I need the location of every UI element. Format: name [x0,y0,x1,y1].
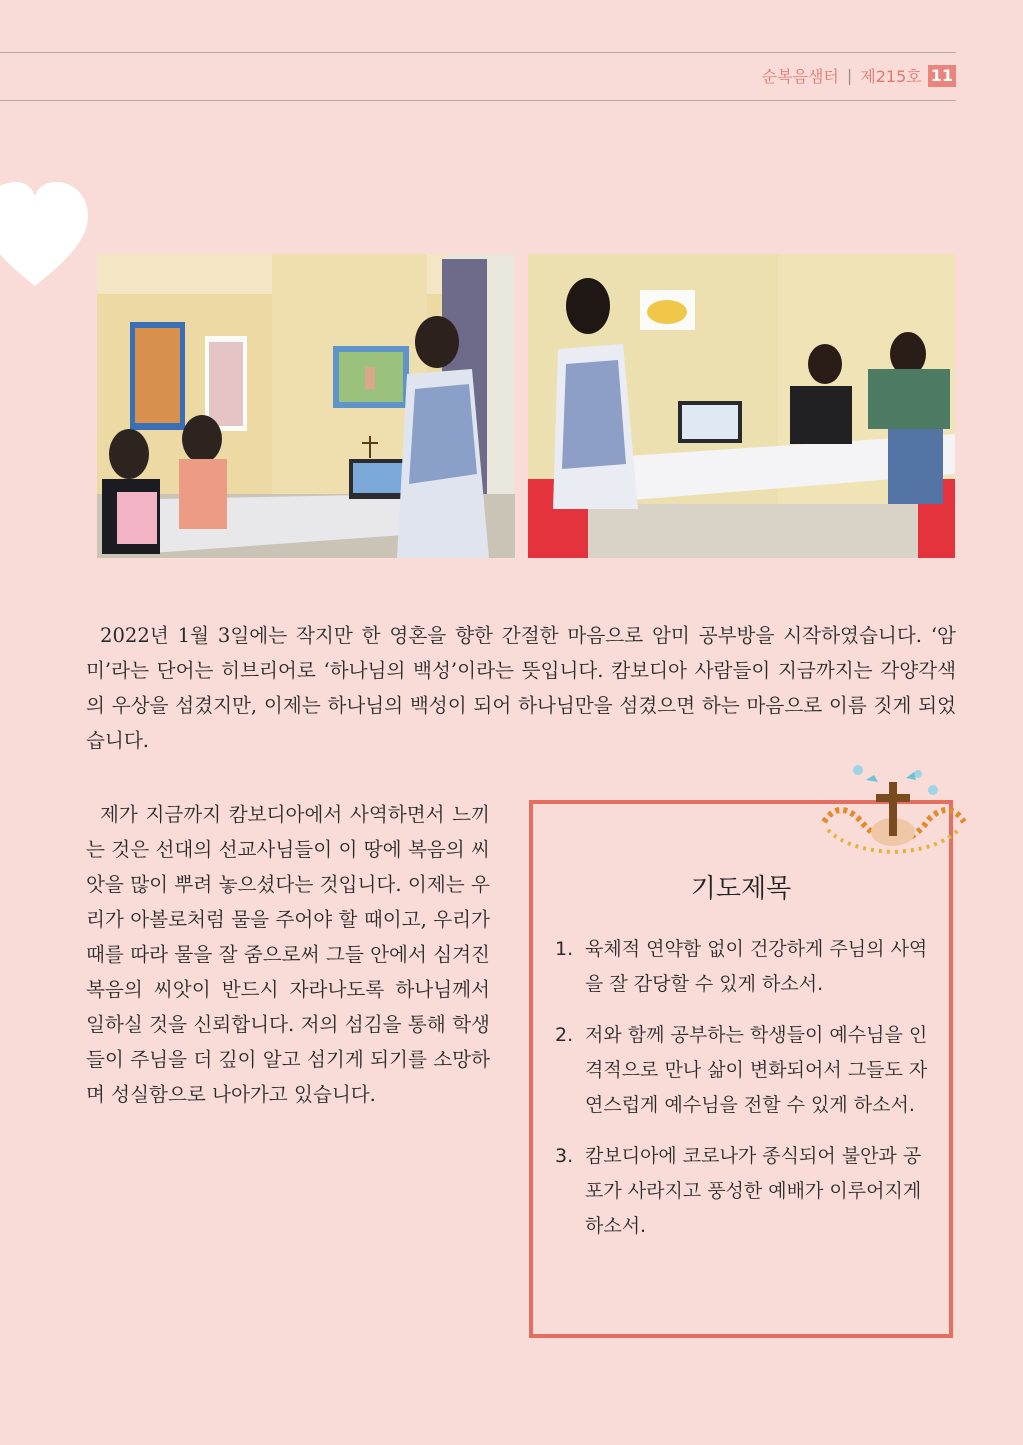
running-header [762,64,956,87]
prayer-item-number: 3. [555,1145,574,1167]
issue-number: 제215호 [860,67,922,86]
prayer-list [555,932,935,1260]
prayer-box [529,800,953,1338]
header-bottom-rule [0,100,956,101]
header-separator: | [846,66,853,85]
classroom-photo-right [528,254,955,558]
prayer-item-number: 1. [555,938,574,960]
prayer-item-text: 저와 함께 공부하는 학생들이 예수님을 인격적으로 만나 삶이 변화되어서 그들도 자연스럽게 예수님을 전할 수 있게 하소서. [585,1024,928,1116]
cross-wreath-icon [818,760,968,860]
prayer-item [555,932,935,1002]
classroom-photo-left [97,254,515,558]
top-rule [0,52,956,53]
intro-paragraph: 2022년 1월 3일에는 작지만 한 영혼을 향한 간절한 마음으로 암미 공부방을 시작하였습니다. ‘암미’라는 단어는 히브리어로 ‘하나님의 백성’이라는 뜻입니다. 캄보디아 사람들이 지금까지는 각양각색의 우상을 섬겼지만, 이제는 하나님의 백성이 되어 하나님만을 섬겼으면 하는 마음으로 이름 짓게 되었습니다. [86,624,956,752]
magazine-name: 순복음샘터 [761,67,839,86]
page-number: 11 [928,65,956,87]
prayer-item-text: 캄보디아에 코로나가 종식되어 불안과 공포가 사라지고 풍성한 예배가 이루어지게 하소서. [585,1145,922,1237]
prayer-item [555,1139,935,1244]
heart-icon [0,178,90,293]
prayer-item-number: 2. [555,1024,574,1046]
prayer-item-text: 육체적 연약함 없이 건강하게 주님의 사역을 잘 감당할 수 있게 하소서. [585,938,928,995]
prayer-item [555,1018,935,1123]
prayer-title: 기도제목 [690,874,792,904]
ministry-paragraph: 제가 지금까지 캄보디아에서 사역하면서 느끼는 것은 선대의 선교사님들이 이 땅에 복음의 씨앗을 많이 뿌려 놓으셨다는 것입니다. 이제는 우리가 아볼로처럼 물을 주어야 할 때이고, 우리가 때를 따라 물을 잘 줌으로써 그들 안에서 심겨진 복음의 씨앗이 반드시 자라나도록 하나님께서 일하실 것을 신뢰합니다. 저의 섬김을 통해 학생들이 주님을 더 깊이 알고 섬기게 되기를 소망하며 성실함으로 나아가고 있습니다. [86,803,490,1106]
